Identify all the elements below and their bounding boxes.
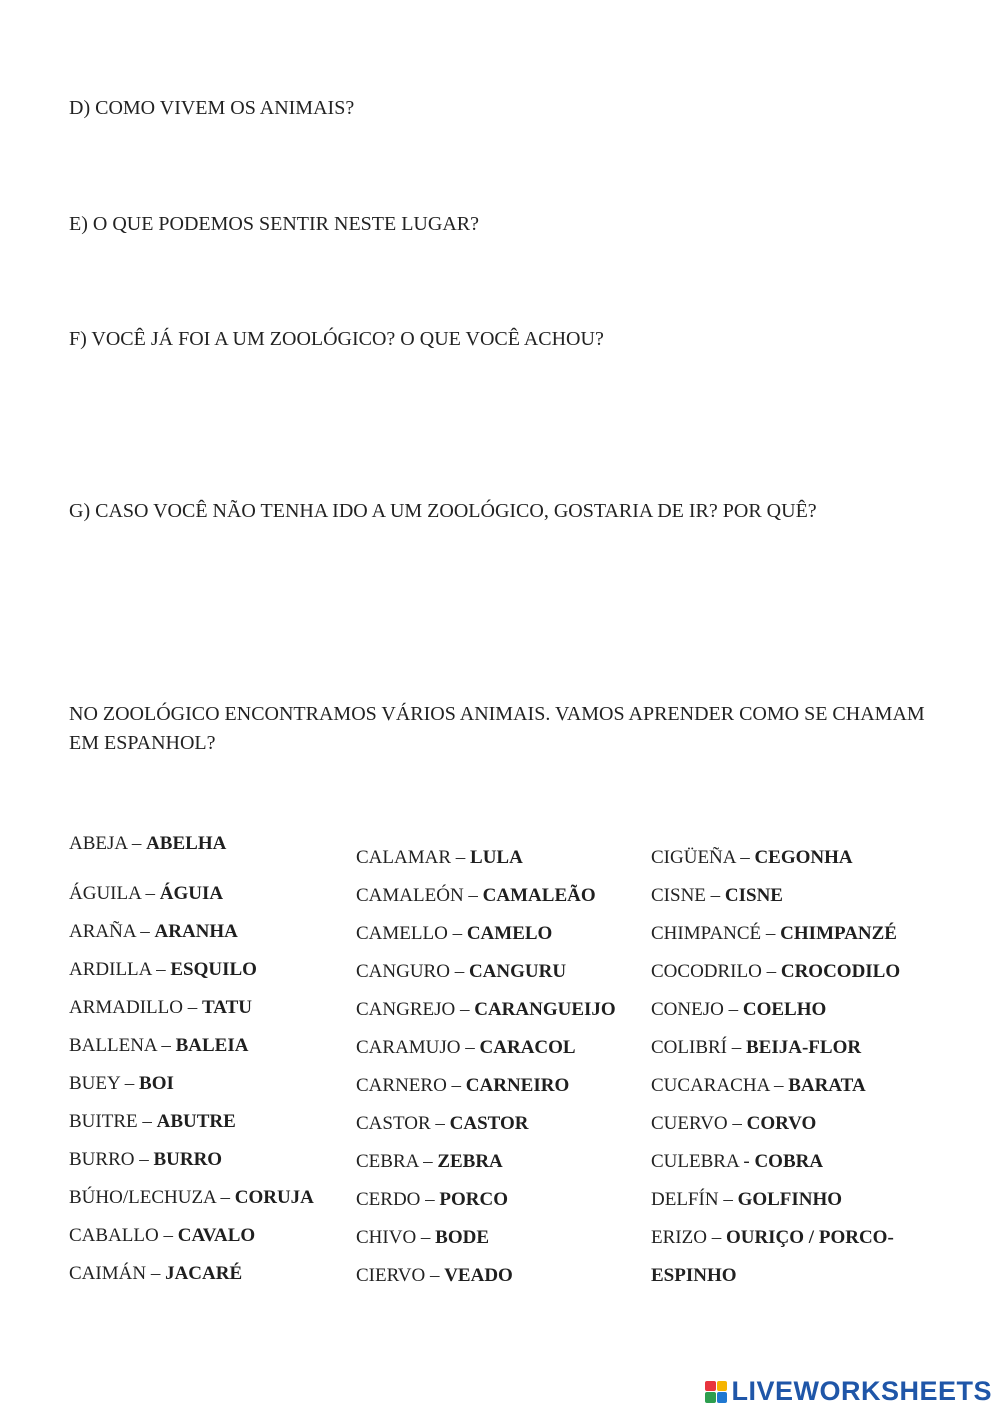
- separator: –: [463, 885, 483, 906]
- portuguese-word: ABELHA: [146, 833, 227, 854]
- question-d: D) COMO VIVEM OS ANIMAIS?: [69, 97, 355, 119]
- question-e: E) O QUE PODEMOS SENTIR NESTE LUGAR?: [69, 213, 479, 235]
- vocab-entry: [651, 922, 900, 960]
- portuguese-word: OURIÇO / PORCO-: [725, 1227, 894, 1248]
- portuguese-word: CEGONHA: [754, 847, 853, 868]
- separator: –: [761, 923, 781, 944]
- portuguese-word: CASTOR: [449, 1113, 529, 1134]
- vocab-entry: [651, 1112, 900, 1150]
- spanish-word: BURRO: [69, 1149, 135, 1170]
- vocab-entry: [651, 1188, 900, 1226]
- spanish-word: CAMELLO: [356, 923, 448, 944]
- vocab-entry: [651, 884, 900, 922]
- separator: –: [146, 1263, 166, 1284]
- vocabulary-intro: NO ZOOLÓGICO ENCONTRAMOS VÁRIOS ANIMAIS. VAMOS APRENDER COMO SE CHAMAM EM ESPANHOL?: [69, 703, 925, 754]
- portuguese-word: LULA: [470, 847, 523, 868]
- separator: –: [446, 1075, 466, 1096]
- portuguese-word: CAMELO: [466, 923, 553, 944]
- spanish-word: CARNERO: [356, 1075, 447, 1096]
- portuguese-word: JACARÉ: [165, 1263, 243, 1284]
- spanish-word: CASTOR: [356, 1113, 431, 1134]
- vocab-entry: [69, 920, 314, 958]
- separator: –: [705, 885, 725, 906]
- portuguese-word: CORUJA: [234, 1187, 314, 1208]
- vocab-entry: [356, 1150, 616, 1188]
- spanish-word: CISNE: [651, 885, 706, 906]
- portuguese-word: BARATA: [788, 1075, 866, 1096]
- vocab-entry: [651, 1150, 900, 1188]
- vocab-entry: [69, 882, 314, 920]
- spanish-word: CIERVO: [356, 1265, 426, 1286]
- vocab-entry: [356, 1112, 616, 1150]
- spanish-word: CANGREJO: [356, 999, 456, 1020]
- spanish-word: COLIBRÍ: [651, 1037, 727, 1058]
- portuguese-word: CHIMPANZÉ: [780, 923, 897, 944]
- separator: –: [151, 959, 171, 980]
- vocab-column-1: [69, 832, 314, 1300]
- vocab-entry: [651, 1074, 900, 1112]
- spanish-word: CEBRA: [356, 1151, 419, 1172]
- separator: –: [727, 1113, 747, 1134]
- separator: –: [449, 961, 469, 982]
- vocab-entry: [651, 1226, 900, 1264]
- vocab-entry: [356, 998, 616, 1036]
- separator: –: [451, 847, 471, 868]
- portuguese-word: COBRA: [754, 1151, 824, 1172]
- vocab-column-2: [356, 846, 616, 1302]
- spanish-word: BÚHO/LECHUZA: [69, 1187, 216, 1208]
- spanish-word: ARAÑA: [69, 921, 136, 942]
- spanish-word: CABALLO: [69, 1225, 159, 1246]
- spanish-word: BALLENA: [69, 1035, 157, 1056]
- spanish-word: CULEBRA: [651, 1151, 739, 1172]
- spanish-word: CUCARACHA: [651, 1075, 770, 1096]
- spanish-word: CERDO: [356, 1189, 421, 1210]
- spanish-word: COCODRILO: [651, 961, 762, 982]
- separator: –: [430, 1113, 450, 1134]
- portuguese-word: GOLFINHO: [737, 1189, 843, 1210]
- logo-icon: [705, 1381, 727, 1403]
- vocab-entry: [356, 1036, 616, 1074]
- vocab-entry: [651, 960, 900, 998]
- separator: –: [156, 1035, 176, 1056]
- portuguese-word: TATU: [202, 997, 252, 1018]
- vocab-column-3: [651, 846, 900, 1302]
- vocab-entry: [356, 846, 616, 884]
- separator: –: [769, 1075, 789, 1096]
- vocab-entry: [651, 998, 900, 1036]
- portuguese-word: ZEBRA: [437, 1151, 503, 1172]
- portuguese-word: BURRO: [153, 1149, 223, 1170]
- separator: –: [460, 1037, 480, 1058]
- vocab-entry: [69, 1072, 314, 1110]
- vocab-entry: [69, 1148, 314, 1186]
- spanish-word: ABEJA: [69, 833, 128, 854]
- vocab-entry: [651, 846, 900, 884]
- spanish-word: DELFÍN: [651, 1189, 719, 1210]
- portuguese-word: ÁGUIA: [159, 883, 224, 904]
- vocab-entry: [356, 1074, 616, 1112]
- spanish-word: CUERVO: [651, 1113, 728, 1134]
- vocab-entry: [69, 1110, 314, 1148]
- separator: –: [134, 1149, 154, 1170]
- spanish-word: CAMALEÓN: [356, 885, 464, 906]
- portuguese-word: CARNEIRO: [465, 1075, 570, 1096]
- spanish-word: CANGURO: [356, 961, 450, 982]
- spanish-word: CONEJO: [651, 999, 724, 1020]
- portuguese-word: BALEIA: [175, 1035, 249, 1056]
- separator: –: [735, 847, 755, 868]
- spanish-word: CHIVO: [356, 1227, 417, 1248]
- separator: –: [723, 999, 743, 1020]
- portuguese-word: ARANHA: [154, 921, 238, 942]
- spanish-word: CIGÜEÑA: [651, 847, 736, 868]
- question-f: F) VOCÊ JÁ FOI A UM ZOOLÓGICO? O QUE VOCÊ ACHOU?: [69, 328, 604, 350]
- vocab-entry: [651, 1036, 900, 1074]
- vocab-entry: [69, 1034, 314, 1072]
- portuguese-word: CISNE: [724, 885, 783, 906]
- spanish-word: ÁGUILA: [69, 883, 141, 904]
- portuguese-word: CROCODILO: [780, 961, 901, 982]
- portuguese-word: BEIJA-FLOR: [746, 1037, 862, 1058]
- separator: –: [727, 1037, 746, 1058]
- vocab-entry: [69, 958, 314, 996]
- vocab-entry: [69, 832, 314, 882]
- vocab-entry: [356, 884, 616, 922]
- vocab-entry: [356, 1226, 616, 1264]
- portuguese-word: CARANGUEIJO: [474, 999, 616, 1020]
- separator: –: [447, 923, 467, 944]
- separator: –: [140, 883, 160, 904]
- separator: –: [215, 1187, 235, 1208]
- spanish-word: BUEY: [69, 1073, 121, 1094]
- vocab-entry: [69, 1262, 314, 1300]
- spanish-word: CARAMUJO: [356, 1037, 461, 1058]
- separator: –: [418, 1151, 438, 1172]
- portuguese-word: ABUTRE: [156, 1111, 236, 1132]
- vocab-entry: [69, 1224, 314, 1262]
- separator: -: [738, 1151, 755, 1172]
- portuguese-word: CAMALEÃO: [482, 885, 596, 906]
- spanish-word: BUITRE: [69, 1111, 138, 1132]
- portuguese-word: BOI: [139, 1073, 174, 1094]
- portuguese-word: ESQUILO: [170, 959, 257, 980]
- spanish-word: CAIMÁN: [69, 1263, 147, 1284]
- spanish-word: ERIZO: [651, 1227, 707, 1248]
- vocab-entry: [356, 1188, 616, 1226]
- liveworksheets-logo: [705, 1376, 992, 1407]
- separator: –: [718, 1189, 738, 1210]
- portuguese-word: CAVALO: [177, 1225, 256, 1246]
- separator: –: [425, 1265, 445, 1286]
- portuguese-word: CANGURU: [468, 961, 567, 982]
- spanish-word: ARDILLA: [69, 959, 152, 980]
- separator: –: [137, 1111, 157, 1132]
- vocab-entry: [356, 1264, 616, 1302]
- separator: –: [455, 999, 475, 1020]
- portuguese-word: CARACOL: [479, 1037, 576, 1058]
- vocab-entry: [356, 922, 616, 960]
- spanish-word: CALAMAR: [356, 847, 452, 868]
- spanish-word: ARMADILLO: [69, 997, 183, 1018]
- separator: –: [120, 1073, 140, 1094]
- portuguese-word: COELHO: [742, 999, 827, 1020]
- separator: –: [761, 961, 781, 982]
- separator: –: [706, 1227, 726, 1248]
- spanish-word: CHIMPANCÉ: [651, 923, 762, 944]
- separator: –: [158, 1225, 178, 1246]
- vocab-entry: [69, 996, 314, 1034]
- portuguese-word: PORCO: [439, 1189, 509, 1210]
- separator: –: [135, 921, 155, 942]
- portuguese-word: CORVO: [746, 1113, 817, 1134]
- vocab-entry-continuation: ESPINHO: [651, 1265, 737, 1286]
- logo-text: LIVEWORKSHEETS: [731, 1376, 992, 1406]
- separator: –: [127, 833, 147, 854]
- question-g: G) CASO VOCÊ NÃO TENHA IDO A UM ZOOLÓGICO, GOSTARIA DE IR? POR QUÊ?: [69, 500, 817, 522]
- separator: –: [416, 1227, 436, 1248]
- separator: –: [420, 1189, 440, 1210]
- portuguese-word: VEADO: [444, 1265, 513, 1286]
- vocab-entry: [356, 960, 616, 998]
- separator: –: [183, 997, 202, 1018]
- portuguese-word: BODE: [435, 1227, 490, 1248]
- vocab-entry: [69, 1186, 314, 1224]
